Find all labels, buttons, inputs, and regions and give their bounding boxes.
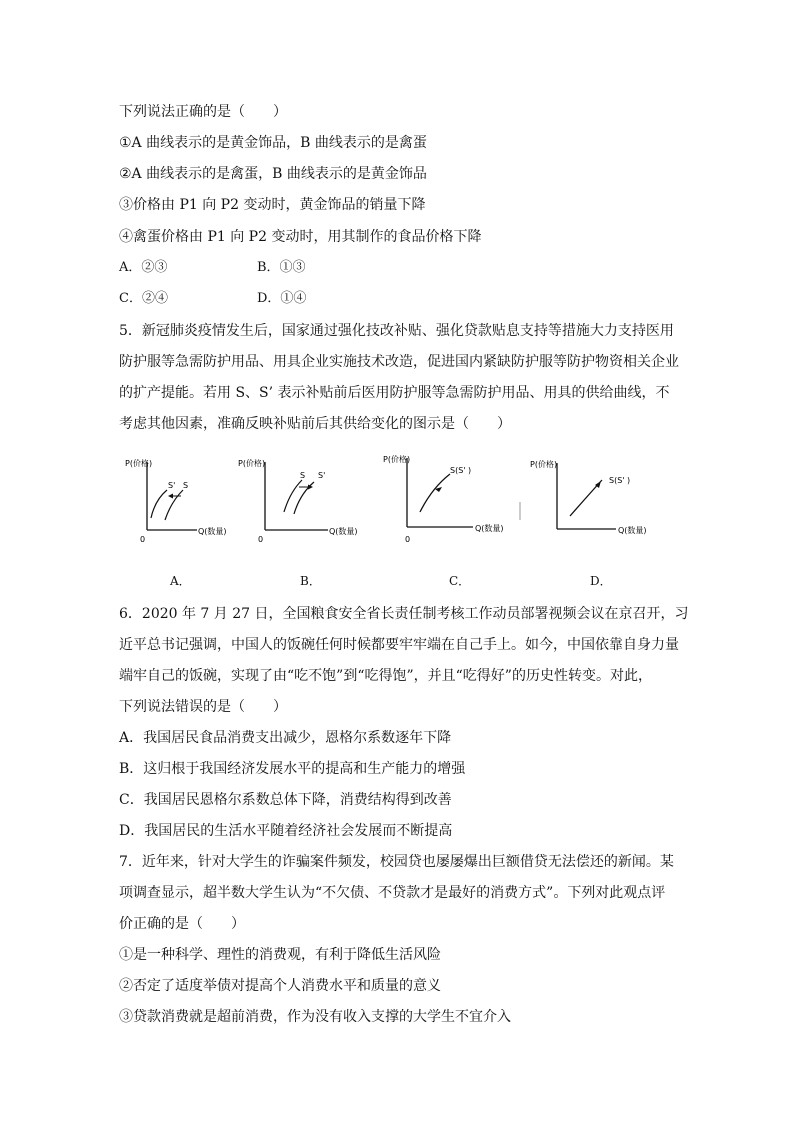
figure-b-origin: 0 (258, 535, 264, 544)
figure-a-curve-1-label: S' (168, 481, 176, 490)
q5-line-3: 的扩产提能。若用 S、S’ 表示补贴前后医用防护服等急需防护用品、用具的供给曲线，不 (119, 385, 670, 401)
figure-a-xlabel: Q(数量) (198, 527, 227, 536)
figure-a-arrow-head (168, 494, 173, 499)
q7-statement-3: ③贷款消费就是超前消费，作为没有收入支撑的大学生不宜介入 (119, 1009, 511, 1025)
figure-c-curve (420, 474, 450, 512)
figure-c-curve-label: S(S' ) (450, 466, 472, 475)
q4-option-c: C．②④ (119, 291, 168, 306)
figure-b-curve-1-label: S (300, 471, 306, 480)
figure-c-ylabel: P(价格) (383, 455, 411, 464)
figure-b (238, 450, 358, 545)
q4-stem: 下列说法正确的是（ ） (119, 104, 287, 120)
q4-statement-3: ③价格由 P1 向 P2 变动时，黄金饰品的销量下降 (119, 197, 426, 213)
figure-c-xlabel: Q(数量) (475, 524, 504, 533)
q7-line-3: 价正确的是（ ） (119, 916, 245, 932)
q4-statement-1: ①A 曲线表示的是黄金饰品，B 曲线表示的是禽蛋 (119, 135, 427, 151)
figure-d-ylabel: P(价格) (530, 460, 558, 469)
q4-option-d: D．①④ (257, 291, 307, 306)
figure-a-ylabel: P(价格) (125, 459, 153, 468)
q7-line-2: 项调查显示，超半数大学生认为“不欠债、不贷款才是最好的消费方式”。下列对此观点评 (119, 885, 666, 901)
figure-d-xlabel: Q(数量) (618, 526, 647, 535)
q5-line-2: 防护服等急需防护用品、用具企业实施技术改造，促进国内紧缺防护服等防护物资相关企业 (119, 354, 679, 370)
figure-b-curve-1 (284, 480, 302, 512)
figure-d-curve-label: S(S' ) (609, 476, 631, 485)
q6-line-4: 下列说法错误的是（ ） (119, 699, 287, 715)
q6-line-3: 端牢自己的饭碗，实现了由“吃不饱”到“吃得饱”，并且“吃得好”的历史性转变。对此， (119, 668, 652, 684)
figure-a-curve-2 (165, 490, 183, 520)
figure-d (530, 450, 645, 545)
figure-b-ylabel: P(价格) (238, 459, 266, 468)
figure-a-curve-1 (151, 490, 167, 518)
figure-b-label: B． (300, 574, 321, 588)
q6-option-b: B．这归根于我国经济发展水平的提高和生产能力的增强 (119, 761, 466, 777)
q5-line-4: 考虑其他因素，准确反映补贴前后其供给变化的图示是（ ） (119, 416, 511, 432)
figure-a (125, 450, 235, 545)
figure-b-xlabel: Q(数量) (329, 527, 358, 536)
q4-statement-2: ②A 曲线表示的是禽蛋，B 曲线表示的是黄金饰品 (119, 166, 427, 182)
figure-d-label: D． (590, 574, 612, 588)
figure-c (380, 450, 525, 545)
q6-option-c: C．我国居民恩格尔系数总体下降，消费结构得到改善 (119, 792, 452, 808)
figure-a-curve-2-label: S (183, 481, 189, 490)
q4-option-a: A．②③ (119, 260, 168, 275)
q5-line-1: 5．新冠肺炎疫情发生后，国家通过强化技改补贴、强化贷款贴息支持等措施大力支持医用 (119, 323, 674, 339)
q7-statement-2: ②否定了适度举债对提高个人消费水平和质量的意义 (119, 978, 441, 994)
figure-b-curve-2-label: S' (318, 471, 326, 480)
q6-option-d: D．我国居民的生活水平随着经济社会发展而不断提高 (119, 823, 453, 839)
figure-a-origin: 0 (140, 535, 146, 544)
q6-line-2: 近平总书记强调，中国人的饭碗任何时候都要牢牢端在自己手上。如今，中国依靠自身力量 (119, 637, 679, 653)
q7-statement-1: ①是一种科学、理性的消费观，有利于降低生活风险 (119, 947, 441, 963)
figure-c-origin: 0 (405, 535, 411, 544)
figure-c-label: C． (449, 574, 471, 588)
figure-a-label: A． (170, 574, 191, 588)
q6-line-1: 6．2020 年 7 月 27 日，全国粮食安全省长责任制考核工作动员部署视频会议在京召开，习 (119, 606, 689, 622)
q7-line-1: 7．近年来，针对大学生的诈骗案件频发，校园贷也屡屡爆出巨额借贷无法偿还的新闻。某 (119, 854, 674, 870)
q4-option-b: B．①③ (257, 260, 306, 275)
q6-option-a: A．我国居民食品消费支出减少，恩格尔系数逐年下降 (119, 730, 452, 746)
q4-statement-4: ④禽蛋价格由 P1 向 P2 变动时，用其制作的食品价格下降 (119, 229, 482, 245)
